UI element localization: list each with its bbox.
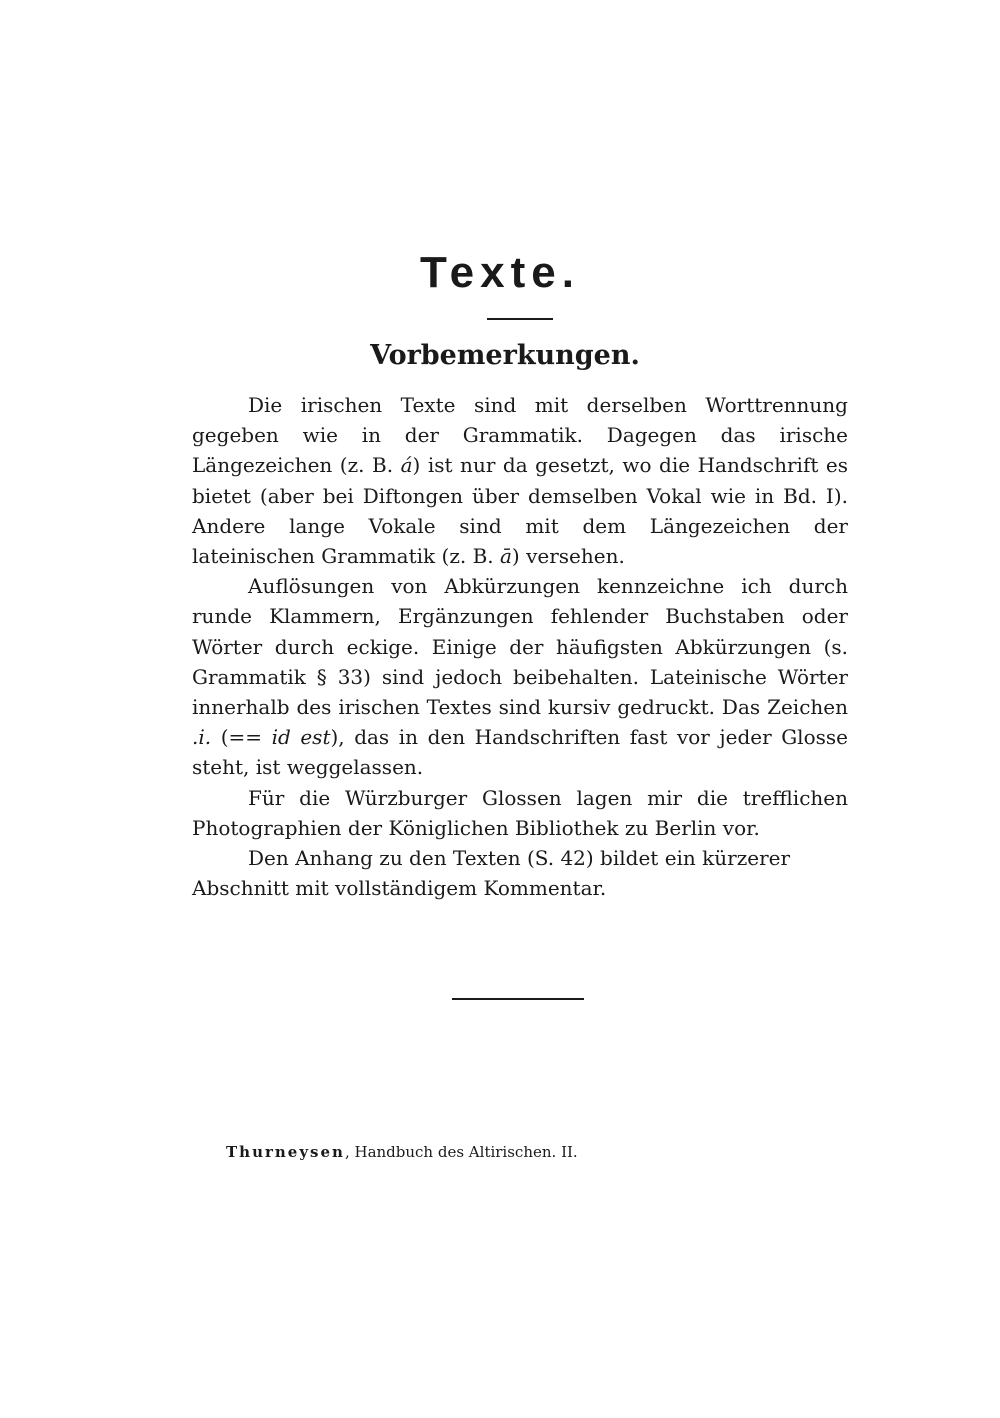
page-title: Texte.: [420, 248, 580, 297]
title-divider: [487, 318, 553, 320]
footer-volume: II.: [561, 1143, 578, 1161]
paragraph-1: Die irischen Texte sind mit derselben Worttrennung gegeben wie in der Grammatik. Dagegen das irische Längezeichen (z. B. á) ist nur da gesetzt, wo die Handschrift es bietet (aber bei Diftongen über demselben Vokal wie in Bd. I). Andere lange Vokale sind mit dem Längezeichen der lateinischen Grammatik (z. B. ā) versehen.: [192, 393, 848, 569]
body-text: [192, 390, 848, 903]
section-heading: Vorbemerkungen.: [370, 340, 640, 371]
paragraph-3: Für die Würzburger Glossen lagen mir die trefflichen Photographien der Königlichen Bibliothek zu Berlin vor.: [192, 785, 848, 840]
paragraph-4: Den Anhang zu den Texten (S. 42) bildet ein kürzerer Abschnitt mit vollständigem Kommentar.: [192, 846, 791, 901]
footer-work-title: Handbuch des Altirischen.: [354, 1143, 557, 1161]
section-end-divider: [452, 998, 584, 1000]
latin-id-est: id est: [271, 725, 331, 750]
paragraph-2: Auflösungen von Abkürzungen kennzeichne ich durch runde Klammern, Ergänzungen fehlender Buchstaben oder Wörter durch eckige. Einige der häufigsten Abkürzungen (s. Grammatik § 33) sind jedoch beibehalten. Lateinische Wörter innerhalb des irischen Textes sind kursiv gedruckt. Das Zeichen .i. (== id est), das in den Handschriften fast vor jeder Glosse steht, ist weggelassen.: [192, 574, 848, 780]
footer-author: Thurneysen: [226, 1143, 345, 1161]
long-mark-example-latin: ā: [499, 544, 512, 569]
footer-signature: Thurneysen, Handbuch des Altirischen. II.: [226, 1143, 578, 1161]
long-mark-example-irish: á: [400, 453, 413, 478]
sign-abbreviation: .i.: [192, 725, 212, 750]
